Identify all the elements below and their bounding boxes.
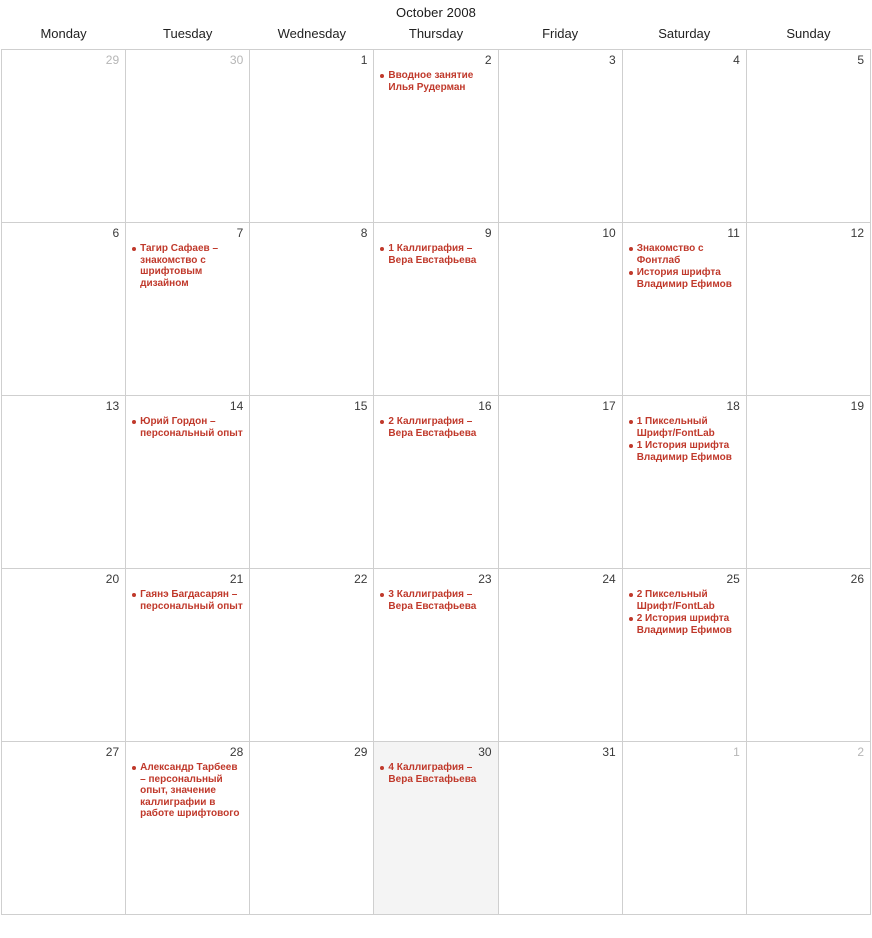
weekday-header-wednesday: Wednesday bbox=[277, 26, 347, 41]
event-title: 1 Каллиграфия – Вера Евстафьева bbox=[388, 243, 477, 266]
day-events bbox=[623, 69, 746, 70]
calendar-day-cell[interactable] bbox=[374, 569, 498, 742]
day-number: 22 bbox=[354, 572, 368, 586]
calendar-event[interactable] bbox=[380, 589, 493, 613]
day-number: 10 bbox=[602, 226, 616, 240]
day-number: 29 bbox=[105, 53, 120, 67]
day-events bbox=[747, 242, 870, 243]
event-title: 1 История шрифта Владимир Ефимов bbox=[636, 440, 732, 463]
day-events bbox=[623, 415, 746, 464]
event-bullet-icon bbox=[629, 271, 633, 275]
calendar-day-cell[interactable] bbox=[2, 223, 126, 396]
event-bullet-icon bbox=[629, 617, 633, 621]
day-number: 17 bbox=[602, 399, 616, 413]
calendar-day-cell[interactable] bbox=[2, 742, 126, 915]
event-bullet-icon bbox=[380, 74, 384, 78]
day-number: 13 bbox=[105, 399, 120, 413]
calendar-day-cell[interactable] bbox=[250, 396, 374, 569]
day-number: 28 bbox=[229, 745, 244, 759]
calendar-day-cell[interactable] bbox=[250, 223, 374, 396]
calendar-event[interactable] bbox=[629, 416, 742, 440]
calendar-day-cell[interactable] bbox=[498, 50, 622, 223]
calendar-day-cell[interactable] bbox=[622, 569, 746, 742]
day-number: 30 bbox=[229, 53, 244, 67]
calendar-day-cell[interactable] bbox=[374, 396, 498, 569]
calendar-month-title: October 2008 bbox=[396, 5, 476, 20]
day-number: 21 bbox=[229, 572, 244, 586]
calendar-day-cell[interactable] bbox=[250, 50, 374, 223]
calendar-event[interactable] bbox=[629, 613, 742, 637]
day-events bbox=[126, 415, 249, 440]
calendar-day-cell[interactable] bbox=[126, 396, 250, 569]
calendar-event[interactable] bbox=[132, 762, 245, 821]
calendar-event[interactable] bbox=[380, 243, 493, 267]
calendar-week-row bbox=[2, 569, 871, 742]
day-events bbox=[623, 761, 746, 762]
weekday-header-thursday: Thursday bbox=[408, 26, 464, 41]
day-number: 19 bbox=[850, 399, 864, 413]
calendar-week-row bbox=[2, 223, 871, 396]
calendar-day-cell[interactable] bbox=[2, 396, 126, 569]
day-events bbox=[374, 415, 497, 440]
day-number: 1 bbox=[360, 53, 368, 67]
event-title: 2 Пиксельный Шрифт/FontLab bbox=[636, 589, 715, 612]
day-number: 20 bbox=[105, 572, 120, 586]
day-events bbox=[126, 69, 249, 70]
day-number: 3 bbox=[609, 53, 616, 67]
day-number: 23 bbox=[478, 572, 492, 586]
calendar-day-cell[interactable] bbox=[746, 223, 870, 396]
day-number: 2 bbox=[484, 53, 492, 67]
day-events bbox=[499, 761, 622, 762]
day-number: 18 bbox=[726, 399, 740, 413]
calendar-day-cell[interactable] bbox=[374, 223, 498, 396]
day-events bbox=[374, 588, 497, 613]
day-events bbox=[747, 761, 870, 762]
event-title: Вводное занятие Илья Рудерман bbox=[388, 70, 474, 93]
calendar-day-cell[interactable] bbox=[622, 50, 746, 223]
day-events bbox=[623, 242, 746, 291]
event-title: Тагир Сафаев – знакомство с шрифтовым дизайном bbox=[140, 243, 219, 289]
day-events bbox=[374, 761, 497, 786]
day-events bbox=[126, 761, 249, 821]
event-bullet-icon bbox=[629, 420, 633, 424]
calendar-event[interactable] bbox=[132, 243, 245, 290]
calendar-day-cell[interactable] bbox=[498, 569, 622, 742]
day-number: 2 bbox=[857, 745, 864, 759]
event-title: 1 Пиксельный Шрифт/FontLab bbox=[636, 416, 715, 439]
event-bullet-icon bbox=[380, 420, 384, 424]
day-number: 31 bbox=[602, 745, 616, 759]
calendar-event[interactable] bbox=[380, 416, 493, 440]
calendar-day-cell[interactable] bbox=[126, 569, 250, 742]
event-bullet-icon bbox=[380, 593, 384, 597]
day-events bbox=[2, 69, 125, 70]
calendar-day-cell[interactable] bbox=[498, 223, 622, 396]
calendar-event[interactable] bbox=[629, 589, 742, 613]
calendar-event[interactable] bbox=[132, 416, 245, 440]
calendar-day-cell[interactable] bbox=[374, 742, 498, 915]
day-events bbox=[250, 415, 373, 416]
day-events bbox=[747, 415, 870, 416]
calendar-day-cell[interactable] bbox=[746, 50, 870, 223]
day-number: 7 bbox=[236, 226, 244, 240]
day-number: 14 bbox=[229, 399, 244, 413]
day-number: 11 bbox=[727, 226, 740, 240]
day-number: 5 bbox=[857, 53, 864, 67]
day-events bbox=[499, 588, 622, 589]
day-number: 15 bbox=[354, 399, 368, 413]
calendar-event[interactable] bbox=[629, 243, 742, 267]
day-number: 12 bbox=[850, 226, 864, 240]
event-bullet-icon bbox=[380, 766, 384, 770]
calendar-day-cell[interactable] bbox=[746, 569, 870, 742]
calendar-day-cell[interactable] bbox=[622, 223, 746, 396]
calendar-day-cell[interactable] bbox=[126, 50, 250, 223]
event-bullet-icon bbox=[629, 444, 633, 448]
calendar-event[interactable] bbox=[380, 70, 493, 94]
day-events bbox=[374, 242, 497, 267]
weekday-header-sunday: Sunday bbox=[786, 26, 831, 41]
day-number: 30 bbox=[478, 745, 492, 759]
day-events bbox=[623, 588, 746, 637]
event-bullet-icon bbox=[380, 247, 384, 251]
day-events bbox=[250, 69, 373, 70]
event-title: 4 Каллиграфия – Вера Евстафьева bbox=[388, 762, 477, 785]
day-number: 29 bbox=[354, 745, 368, 759]
calendar-day-cell[interactable] bbox=[2, 569, 126, 742]
calendar-day-cell[interactable] bbox=[746, 396, 870, 569]
weekday-header-tuesday: Tuesday bbox=[163, 26, 213, 41]
day-events bbox=[374, 69, 497, 94]
day-number: 27 bbox=[105, 745, 120, 759]
calendar-day-cell[interactable] bbox=[250, 742, 374, 915]
event-bullet-icon bbox=[132, 593, 136, 597]
event-bullet-icon bbox=[629, 247, 633, 251]
day-events bbox=[2, 761, 125, 762]
calendar-week-row bbox=[2, 742, 871, 915]
calendar-event[interactable] bbox=[132, 589, 245, 613]
day-number: 24 bbox=[602, 572, 616, 586]
day-number: 1 bbox=[733, 745, 740, 759]
day-events bbox=[126, 588, 249, 613]
event-title: История шрифта Владимир Ефимов bbox=[636, 267, 732, 290]
calendar-event[interactable] bbox=[629, 267, 742, 291]
day-number: 9 bbox=[484, 226, 492, 240]
weekday-header-friday: Friday bbox=[542, 26, 579, 41]
day-events bbox=[747, 588, 870, 589]
calendar-day-cell[interactable] bbox=[374, 50, 498, 223]
calendar-grid bbox=[1, 26, 871, 915]
day-events bbox=[499, 242, 622, 243]
event-title: Юрий Гордон – персональный опыт bbox=[140, 416, 243, 439]
event-title: Александр Тарбеев – персональный опыт, значение каллиграфии в работе шрифтового bbox=[140, 762, 240, 819]
calendar-event[interactable] bbox=[380, 762, 493, 786]
calendar-event[interactable] bbox=[629, 440, 742, 464]
day-events bbox=[499, 415, 622, 416]
day-number: 8 bbox=[360, 226, 368, 240]
day-events bbox=[2, 415, 125, 416]
calendar-week-row bbox=[2, 50, 871, 223]
day-events bbox=[499, 69, 622, 70]
calendar-day-cell[interactable] bbox=[622, 396, 746, 569]
calendar-week-row bbox=[2, 396, 871, 569]
day-number: 25 bbox=[726, 572, 740, 586]
day-events bbox=[2, 588, 125, 589]
calendar-day-cell[interactable] bbox=[498, 742, 622, 915]
day-events bbox=[250, 242, 373, 243]
calendar-weeks bbox=[2, 50, 871, 915]
day-number: 26 bbox=[850, 572, 864, 586]
event-bullet-icon bbox=[132, 766, 136, 770]
calendar-day-cell[interactable] bbox=[746, 742, 870, 915]
day-number: 6 bbox=[112, 226, 120, 240]
calendar-day-cell[interactable] bbox=[2, 50, 126, 223]
weekday-header-row bbox=[2, 26, 871, 50]
event-title: 3 Каллиграфия – Вера Евстафьева bbox=[388, 589, 477, 612]
day-events bbox=[126, 242, 249, 290]
day-number: 4 bbox=[733, 53, 740, 67]
event-bullet-icon bbox=[629, 593, 633, 597]
event-title: Гаянэ Багдасарян – персональный опыт bbox=[140, 589, 243, 612]
event-bullet-icon bbox=[132, 420, 136, 424]
day-events bbox=[2, 242, 125, 243]
day-events bbox=[747, 69, 870, 70]
calendar-day-cell[interactable] bbox=[498, 396, 622, 569]
weekday-header-monday: Monday bbox=[40, 26, 87, 41]
weekday-header-saturday: Saturday bbox=[658, 26, 711, 41]
calendar-day-cell[interactable] bbox=[126, 223, 250, 396]
calendar-day-cell[interactable] bbox=[126, 742, 250, 915]
calendar-day-cell[interactable] bbox=[622, 742, 746, 915]
day-number: 16 bbox=[478, 399, 492, 413]
day-events bbox=[250, 761, 373, 762]
event-title: Знакомство с Фонтлаб bbox=[636, 243, 704, 266]
event-bullet-icon bbox=[132, 247, 136, 251]
event-title: 2 Каллиграфия – Вера Евстафьева bbox=[388, 416, 477, 439]
event-title: 2 История шрифта Владимир Ефимов bbox=[636, 613, 732, 636]
day-events bbox=[250, 588, 373, 589]
calendar-day-cell[interactable] bbox=[250, 569, 374, 742]
